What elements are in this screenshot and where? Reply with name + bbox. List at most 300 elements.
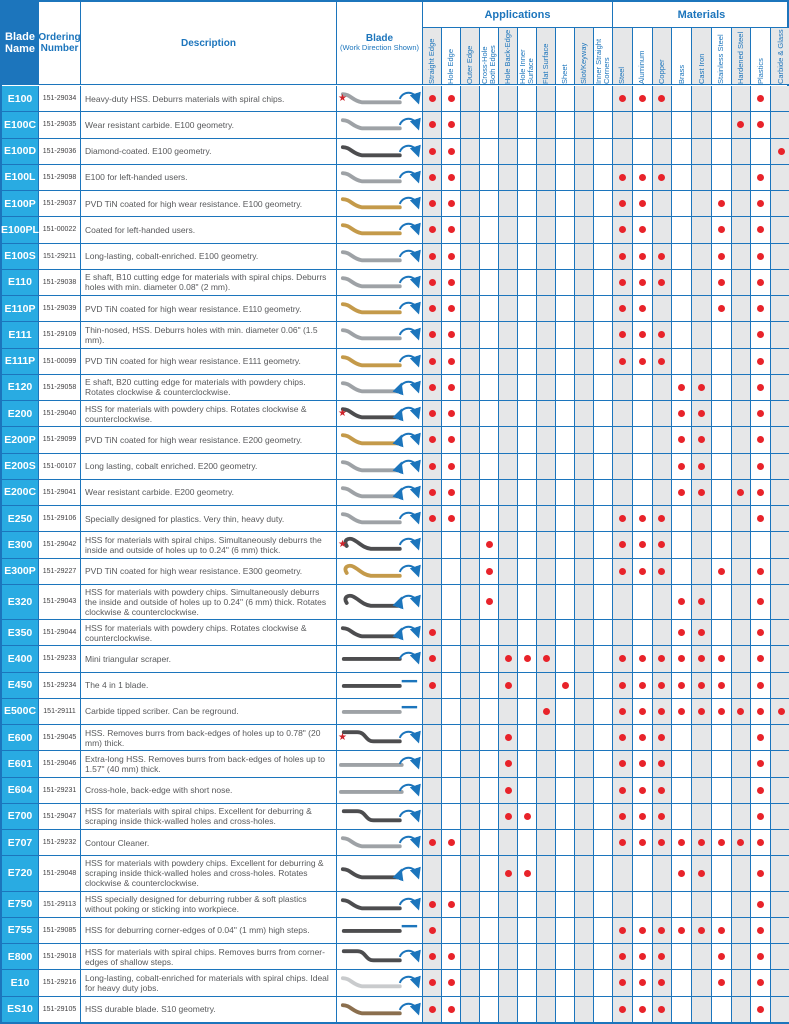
material-cell-hardened-steel xyxy=(732,646,752,671)
description: Wear resistant carbide. E200 geometry. xyxy=(81,480,337,505)
column-header-brass xyxy=(672,28,692,85)
column-header-label: Sheet xyxy=(560,63,570,84)
blade-illustration xyxy=(338,621,421,644)
material-cell-plastics xyxy=(751,725,771,750)
application-cell-slot-keyway xyxy=(575,506,594,531)
applicability-dot xyxy=(639,174,646,181)
blade-name: E200C xyxy=(2,480,39,505)
application-cell-slot-keyway xyxy=(575,918,594,943)
application-cell-outer-edge xyxy=(461,86,480,111)
application-cell-sheet xyxy=(556,804,575,829)
application-cell-hole-edge xyxy=(442,892,461,917)
material-cell-carbide-glass xyxy=(771,856,789,890)
material-cell-steel xyxy=(613,778,633,803)
blade-cell xyxy=(337,646,423,671)
table-row xyxy=(2,532,787,558)
material-cell-stainless-steel xyxy=(712,532,732,557)
material-cell-carbide-glass xyxy=(771,830,789,855)
description: Diamond-coated. E100 geometry. xyxy=(81,139,337,164)
applicability-dot xyxy=(505,760,512,767)
applicability-dot xyxy=(524,655,531,662)
application-cell-slot-keyway xyxy=(575,725,594,750)
blade-name: ES10 xyxy=(2,997,39,1022)
work-direction-arc-icon xyxy=(400,172,417,178)
application-cell-outer-edge xyxy=(461,480,480,505)
applicability-dot xyxy=(698,629,705,636)
applicability-dot xyxy=(505,655,512,662)
material-cell-plastics xyxy=(751,856,771,890)
material-cell-carbide-glass xyxy=(771,532,789,557)
application-cell-flat-surface xyxy=(537,165,556,190)
work-direction-arc-icon xyxy=(400,303,417,309)
application-cell-straight-edge xyxy=(423,322,442,347)
material-cell-brass xyxy=(672,559,692,584)
recommended-star-icon: ★ xyxy=(338,407,347,419)
application-cell-slot-keyway xyxy=(575,532,594,557)
applicability-dot xyxy=(505,682,512,689)
applicability-dot xyxy=(698,463,705,470)
applicability-dot xyxy=(678,384,685,391)
material-cell-cast-iron xyxy=(692,427,712,452)
application-cell-hole-inner-surface xyxy=(518,699,537,724)
material-cell-steel xyxy=(613,585,633,619)
application-cell-hole-back-edge xyxy=(499,480,518,505)
column-header-ordering-number: Ordering Number xyxy=(39,2,81,85)
column-header-label: Inner Straight Corners xyxy=(594,38,611,84)
applicability-dot xyxy=(448,515,455,522)
material-cell-stainless-steel xyxy=(712,856,732,890)
application-cell-slot-keyway xyxy=(575,349,594,374)
applicability-dot xyxy=(678,708,685,715)
material-cell-hardened-steel xyxy=(732,270,752,295)
material-cell-stainless-steel xyxy=(712,970,732,995)
applicability-dot xyxy=(737,489,744,496)
application-cell-hole-edge xyxy=(442,86,461,111)
material-cell-stainless-steel xyxy=(712,778,732,803)
column-header-label: Hole Edge xyxy=(446,48,456,84)
applicability-dot xyxy=(698,682,705,689)
applicability-dot xyxy=(619,953,626,960)
application-cell-hole-back-edge xyxy=(499,86,518,111)
application-cell-sheet xyxy=(556,646,575,671)
material-cell-carbide-glass xyxy=(771,191,789,216)
recommended-star-icon: ★ xyxy=(338,731,347,743)
material-cell-hardened-steel xyxy=(732,401,752,426)
material-cell-brass xyxy=(672,191,692,216)
application-cell-inner-straight-corners xyxy=(594,997,613,1022)
material-cell-hardened-steel xyxy=(732,217,752,242)
applicability-dot xyxy=(757,463,764,470)
application-cell-cross-hole-both-edges xyxy=(480,375,499,400)
material-cell-brass xyxy=(672,778,692,803)
material-cell-cast-iron xyxy=(692,112,712,137)
material-cell-hardened-steel xyxy=(732,778,752,803)
material-cell-plastics xyxy=(751,918,771,943)
applicability-dot xyxy=(718,953,725,960)
blade-name: E300 xyxy=(2,532,39,557)
applicability-dot xyxy=(429,682,436,689)
material-cell-plastics xyxy=(751,427,771,452)
applicability-dot xyxy=(448,384,455,391)
blade-cell xyxy=(337,191,423,216)
material-cell-plastics xyxy=(751,778,771,803)
material-cell-carbide-glass xyxy=(771,699,789,724)
applicability-dot xyxy=(658,760,665,767)
application-cell-hole-edge xyxy=(442,349,461,374)
applicability-dot xyxy=(658,331,665,338)
description: Contour Cleaner. xyxy=(81,830,337,855)
application-cell-straight-edge xyxy=(423,139,442,164)
applicability-dot xyxy=(619,927,626,934)
application-cell-hole-back-edge xyxy=(499,270,518,295)
application-cell-hole-edge xyxy=(442,944,461,969)
material-cell-copper xyxy=(653,532,673,557)
application-cell-slot-keyway xyxy=(575,751,594,776)
applicability-dot xyxy=(757,979,764,986)
application-cell-sheet xyxy=(556,296,575,321)
applicability-dot xyxy=(619,655,626,662)
application-cell-hole-inner-surface xyxy=(518,506,537,531)
application-cell-slot-keyway xyxy=(575,375,594,400)
application-cell-straight-edge xyxy=(423,856,442,890)
application-cell-flat-surface xyxy=(537,918,556,943)
material-cell-aluminum xyxy=(633,673,653,698)
application-cell-flat-surface xyxy=(537,112,556,137)
applicability-dot xyxy=(718,708,725,715)
table-row xyxy=(2,725,787,751)
table-row xyxy=(2,375,787,401)
table-body xyxy=(2,86,787,1022)
application-cell-sheet xyxy=(556,322,575,347)
column-header-label: Slot/Keyway xyxy=(579,42,589,84)
blade-illustration xyxy=(338,831,421,854)
material-cell-copper xyxy=(653,804,673,829)
blade-illustration xyxy=(338,507,421,530)
description: PVD TiN coated for high wear resistance. E110 geometry. xyxy=(81,296,337,321)
material-cell-carbide-glass xyxy=(771,804,789,829)
material-cell-plastics xyxy=(751,322,771,347)
application-cell-sheet xyxy=(556,970,575,995)
applicability-dot xyxy=(619,515,626,522)
column-header-hole-back-edge xyxy=(499,28,518,85)
applicability-dot xyxy=(619,568,626,575)
application-cell-sheet xyxy=(556,892,575,917)
ordering-number: 151-29038 xyxy=(39,270,81,295)
applicability-dot xyxy=(639,1006,646,1013)
material-cell-hardened-steel xyxy=(732,699,752,724)
application-cell-outer-edge xyxy=(461,918,480,943)
material-cell-stainless-steel xyxy=(712,86,732,111)
application-cell-inner-straight-corners xyxy=(594,244,613,269)
applicability-dot xyxy=(658,734,665,741)
blade-shape xyxy=(345,596,399,606)
application-cell-flat-surface xyxy=(537,804,556,829)
application-cell-slot-keyway xyxy=(575,856,594,890)
blade-header-title: Blade xyxy=(365,33,394,45)
description: The 4 in 1 blade. xyxy=(81,673,337,698)
blade-illustration xyxy=(338,700,421,723)
material-cell-aluminum xyxy=(633,165,653,190)
work-direction-arc-icon xyxy=(400,732,417,738)
application-cell-inner-straight-corners xyxy=(594,918,613,943)
material-cell-cast-iron xyxy=(692,86,712,111)
material-cell-carbide-glass xyxy=(771,427,789,452)
material-cell-carbide-glass xyxy=(771,997,789,1022)
application-cell-hole-inner-surface xyxy=(518,620,537,645)
blade-illustration xyxy=(338,998,421,1021)
material-cell-aluminum xyxy=(633,944,653,969)
applicability-dot xyxy=(757,305,764,312)
application-cell-cross-hole-both-edges xyxy=(480,970,499,995)
applicability-dot xyxy=(698,384,705,391)
work-direction-arc-both-icon xyxy=(400,460,417,466)
applicability-dot xyxy=(448,839,455,846)
application-cell-slot-keyway xyxy=(575,559,594,584)
material-cell-hardened-steel xyxy=(732,480,752,505)
material-cell-copper xyxy=(653,270,673,295)
application-cell-hole-inner-surface xyxy=(518,646,537,671)
material-cell-steel xyxy=(613,699,633,724)
blade-cell xyxy=(337,559,423,584)
application-cell-sheet xyxy=(556,532,575,557)
application-cell-straight-edge xyxy=(423,646,442,671)
application-cell-hole-edge xyxy=(442,997,461,1022)
application-cell-hole-back-edge xyxy=(499,830,518,855)
material-cell-plastics xyxy=(751,944,771,969)
applicability-dot xyxy=(658,682,665,689)
application-cell-hole-back-edge xyxy=(499,532,518,557)
applicability-dot xyxy=(658,953,665,960)
material-cell-hardened-steel xyxy=(732,944,752,969)
application-cell-flat-surface xyxy=(537,699,556,724)
work-direction-arc-icon xyxy=(400,145,417,151)
applicability-dot xyxy=(718,927,725,934)
blade-cell xyxy=(337,480,423,505)
application-cell-slot-keyway xyxy=(575,427,594,452)
blade-cell xyxy=(337,918,423,943)
application-cell-cross-hole-both-edges xyxy=(480,944,499,969)
description: HSS specially designed for deburring rubber & soft plastics without poking or sticking into workpiece. xyxy=(81,892,337,917)
application-cell-straight-edge xyxy=(423,830,442,855)
blade-shape xyxy=(343,121,400,129)
applicability-dot xyxy=(757,489,764,496)
application-cell-slot-keyway xyxy=(575,296,594,321)
application-cell-hole-inner-surface xyxy=(518,725,537,750)
material-cell-cast-iron xyxy=(692,970,712,995)
table-row xyxy=(2,165,787,191)
blade-shape xyxy=(343,357,400,365)
application-cell-sheet xyxy=(556,86,575,111)
material-cell-hardened-steel xyxy=(732,970,752,995)
material-cell-cast-iron xyxy=(692,191,712,216)
material-cell-plastics xyxy=(751,646,771,671)
application-cell-outer-edge xyxy=(461,559,480,584)
application-cell-cross-hole-both-edges xyxy=(480,191,499,216)
work-direction-arc-icon xyxy=(400,565,417,571)
table-row xyxy=(2,970,787,996)
material-cell-cast-iron xyxy=(692,480,712,505)
application-cell-outer-edge xyxy=(461,506,480,531)
applicability-dot xyxy=(448,95,455,102)
applicability-dot xyxy=(658,253,665,260)
material-cell-stainless-steel xyxy=(712,751,732,776)
material-cell-plastics xyxy=(751,480,771,505)
application-cell-flat-surface xyxy=(537,620,556,645)
applicability-dot xyxy=(639,515,646,522)
applicability-dot xyxy=(448,305,455,312)
work-direction-arc-both-icon xyxy=(400,434,417,440)
applicability-dot xyxy=(429,901,436,908)
table-row xyxy=(2,349,787,375)
blade-name: E110P xyxy=(2,296,39,321)
application-cell-flat-surface xyxy=(537,559,556,584)
material-cell-aluminum xyxy=(633,480,653,505)
applicability-dot xyxy=(757,253,764,260)
material-cell-cast-iron xyxy=(692,375,712,400)
blade-shape xyxy=(345,565,399,575)
blade-cell xyxy=(337,944,423,969)
applicability-dot xyxy=(757,901,764,908)
ordering-number: 151-29099 xyxy=(39,427,81,452)
applicability-dot xyxy=(543,708,550,715)
applicability-dot xyxy=(718,305,725,312)
table-row xyxy=(2,296,787,322)
description: Coated for left-handed users. xyxy=(81,217,337,242)
application-cell-straight-edge xyxy=(423,673,442,698)
blade-name: E750 xyxy=(2,892,39,917)
application-cell-cross-hole-both-edges xyxy=(480,506,499,531)
application-cell-sheet xyxy=(556,217,575,242)
application-cell-hole-edge xyxy=(442,970,461,995)
work-direction-arc-both-icon xyxy=(400,627,417,633)
blade-name: E320 xyxy=(2,585,39,619)
column-header-hole-inner-surface xyxy=(518,28,537,85)
material-cell-steel xyxy=(613,217,633,242)
material-cell-carbide-glass xyxy=(771,559,789,584)
ordering-number: 151-29035 xyxy=(39,112,81,137)
material-cell-cast-iron xyxy=(692,585,712,619)
ordering-number: 151-29234 xyxy=(39,673,81,698)
blade-name: E200 xyxy=(2,401,39,426)
material-cell-copper xyxy=(653,86,673,111)
column-header-label: Carbide & Glass xyxy=(776,28,786,84)
blade-name: E350 xyxy=(2,620,39,645)
material-cell-brass xyxy=(672,620,692,645)
application-cell-slot-keyway xyxy=(575,892,594,917)
applicability-dot xyxy=(718,226,725,233)
application-cell-inner-straight-corners xyxy=(594,86,613,111)
application-cell-sheet xyxy=(556,830,575,855)
application-cell-sheet xyxy=(556,918,575,943)
blade-cell xyxy=(337,830,423,855)
application-cell-straight-edge xyxy=(423,112,442,137)
blade-illustration xyxy=(338,674,421,697)
material-cell-hardened-steel xyxy=(732,856,752,890)
material-cell-hardened-steel xyxy=(732,139,752,164)
application-cell-sheet xyxy=(556,506,575,531)
application-cell-sheet xyxy=(556,191,575,216)
material-cell-copper xyxy=(653,165,673,190)
applicability-dot xyxy=(658,95,665,102)
applicability-dot xyxy=(639,331,646,338)
material-cell-stainless-steel xyxy=(712,918,732,943)
application-cell-straight-edge xyxy=(423,191,442,216)
application-cell-hole-edge xyxy=(442,480,461,505)
application-cell-hole-inner-surface xyxy=(518,918,537,943)
material-cell-brass xyxy=(672,856,692,890)
application-cell-sheet xyxy=(556,585,575,619)
column-header-straight-edge xyxy=(423,28,442,85)
ordering-number: 151-29232 xyxy=(39,830,81,855)
blade-illustration xyxy=(338,140,421,163)
application-cell-sheet xyxy=(556,427,575,452)
application-cell-hole-back-edge xyxy=(499,296,518,321)
application-cell-cross-hole-both-edges xyxy=(480,454,499,479)
column-header-carbide-glass xyxy=(771,28,789,85)
application-cell-flat-surface xyxy=(537,751,556,776)
material-cell-stainless-steel xyxy=(712,139,732,164)
blade-shape xyxy=(343,869,400,877)
material-cell-plastics xyxy=(751,217,771,242)
material-cell-hardened-steel xyxy=(732,322,752,347)
application-cell-outer-edge xyxy=(461,620,480,645)
material-cell-brass xyxy=(672,322,692,347)
applicability-dot xyxy=(757,95,764,102)
applicability-dot xyxy=(448,279,455,286)
application-cell-flat-surface xyxy=(537,970,556,995)
applicability-dot xyxy=(448,200,455,207)
blade-illustration xyxy=(338,752,421,775)
applicability-dot xyxy=(757,1006,764,1013)
applicability-dot xyxy=(448,463,455,470)
blade-shape xyxy=(343,979,400,987)
material-cell-steel xyxy=(613,970,633,995)
application-cell-outer-edge xyxy=(461,270,480,295)
blade-illustration xyxy=(338,971,421,994)
material-cell-stainless-steel xyxy=(712,725,732,750)
material-cell-brass xyxy=(672,970,692,995)
material-cell-aluminum xyxy=(633,918,653,943)
column-header-sheet xyxy=(556,28,575,85)
application-cell-inner-straight-corners xyxy=(594,270,613,295)
material-cell-carbide-glass xyxy=(771,506,789,531)
application-cell-sheet xyxy=(556,270,575,295)
application-cell-cross-hole-both-edges xyxy=(480,997,499,1022)
column-header-label: Hole Inner Surface xyxy=(518,48,535,84)
description: HSS for materials with powdery chips. Rotates clockwise & counterclockwise. xyxy=(81,401,337,426)
material-cell-plastics xyxy=(751,804,771,829)
application-cell-straight-edge xyxy=(423,401,442,426)
applicability-dot xyxy=(429,384,436,391)
work-direction-arc-icon xyxy=(400,837,417,843)
applicability-dot xyxy=(698,927,705,934)
material-cell-stainless-steel xyxy=(712,454,732,479)
applicability-dot xyxy=(757,655,764,662)
blade-name: E100C xyxy=(2,112,39,137)
applicability-dot xyxy=(429,121,436,128)
application-cell-outer-edge xyxy=(461,892,480,917)
table-row xyxy=(2,778,787,804)
applicability-dot xyxy=(658,1006,665,1013)
material-cell-brass xyxy=(672,401,692,426)
material-cell-cast-iron xyxy=(692,165,712,190)
application-cell-sheet xyxy=(556,751,575,776)
table-row xyxy=(2,506,787,532)
blade-shape xyxy=(344,732,400,741)
material-cell-aluminum xyxy=(633,217,653,242)
applicability-dot xyxy=(757,226,764,233)
application-cell-sheet xyxy=(556,997,575,1022)
